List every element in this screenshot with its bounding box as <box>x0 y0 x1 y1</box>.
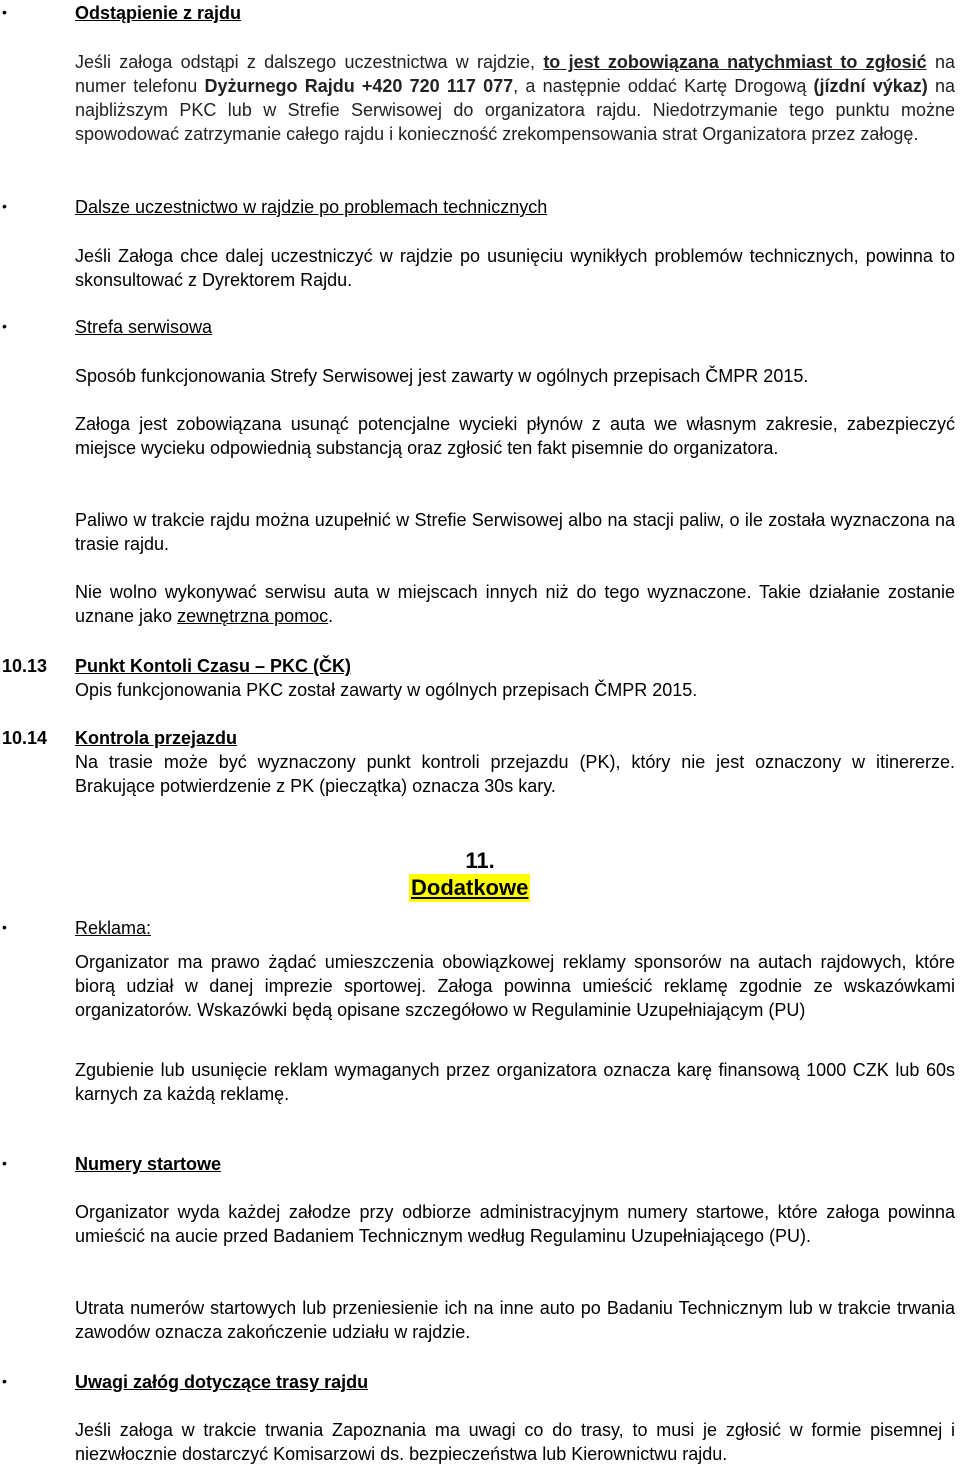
text: Jeśli załoga odstąpi z dalszego uczestnictwa w rajdzie, <box>75 52 544 72</box>
bullet-icon: • <box>2 318 7 334</box>
paragraph-dalsze: Jeśli Załoga chce dalej uczestniczyć w rajdzie po usunięciu wynikłych problemów technicznych, powinna to skonsultować z Dyrektorem Rajdu. <box>75 246 955 290</box>
heading-dalsze: Dalsze uczestnictwo w rajdzie po problemach technicznych <box>75 197 548 217</box>
bullet-icon: • <box>2 919 7 935</box>
text-underlined: zewnętrzna pomoc <box>177 606 329 626</box>
bullet-icon: • <box>2 1373 7 1389</box>
paragraph-reklama-1: Organizator ma prawo żądać umieszczenia obowiązkowej reklamy sponsorów na autach rajdowych, które biorą udział w danej imprezie sportowej. Załoga powinna umieścić reklamę zgodnie ze wskazówkami organizatorów. Wskazówki będą opisane szczegółowo w Regulaminie Uzupełniającym (PU) <box>75 952 955 1020</box>
bullet-icon: • <box>2 198 7 214</box>
text-emphasis: (jízdní výkaz) <box>813 76 928 96</box>
paragraph-strefa-4 <box>75 580 955 628</box>
heading-reklama: Reklama: <box>75 918 152 938</box>
heading-s1014: Kontrola przejazdu <box>75 728 238 748</box>
heading-s1013: Punkt Kontoli Czasu – PKC (ČK) <box>75 656 352 676</box>
paragraph-numery-1: Organizator wyda każdej załodze przy odbiorze administracyjnym numery startowe, które załoga powinna umieścić na aucie przed Badaniem Technicznym według Regulaminu Uzupełniającego (PU). <box>75 1202 955 1246</box>
paragraph-strefa-2: Załoga jest zobowiązana usunąć potencjalne wycieki płynów z auta we własnym zakresie, zabezpieczyć miejsce wycieku odpowiednią substancją oraz zgłosić ten fakt pisemnie do organizatora. <box>75 414 955 458</box>
text: na najbliższym PKC lub w Strefie Serwisowej do organizatora rajdu. Niedotrzymanie tego punktu możne spowodować zatrzymanie całego rajdu i konieczność zrekompensowania strat Organizatora przez załogę. <box>75 76 956 144</box>
heading-odstapienie: Odstąpienie z rajdu <box>75 3 242 23</box>
text: Nie wolno wykonywać serwisu auta w miejscach innych niż do tego wyznaczone. Takie działanie zostanie uznane jako <box>75 582 955 626</box>
phone-number: Dyżurnego Rajdu +420 720 117 077 <box>204 76 514 96</box>
paragraph-uwagi: Jeśli załoga w trakcie trwania Zapoznania ma uwagi co do trasy, to musi je zgłosić w formie pisemnej i niezwłocznie dostarczyć Komisarzowi ds. bezpieczeństwa lub Kierownictwu rajdu. <box>75 1420 955 1464</box>
text: . <box>328 606 334 626</box>
paragraph-odstapienie <box>75 50 955 146</box>
paragraph-s1013: Opis funkcjonowania PKC został zawarty w ogólnych przepisach ČMPR 2015. <box>75 680 698 700</box>
heading-uwagi: Uwagi załóg dotyczące trasy rajdu <box>75 1372 369 1392</box>
paragraph-strefa-1: Sposób funkcjonowania Strefy Serwisowej jest zawarty w ogólnych przepisach ČMPR 2015. <box>75 366 809 386</box>
paragraph-reklama-2: Zgubienie lub usunięcie reklam wymaganych przez organizatora oznacza karę finansową 1000 CZK lub 60s karnych za każdą reklamę. <box>75 1060 955 1104</box>
text-emphasis: to jest zobowiązana natychmiast to zgłosić <box>543 52 927 72</box>
chapter-title: Dodatkowe <box>411 875 529 900</box>
section-number: 10.13 <box>2 656 48 676</box>
paragraph-strefa-3: Paliwo w trakcie rajdu można uzupełnić w Strefie Serwisowej albo na stacji paliw, o ile została wyznaczona na trasie rajdu. <box>75 510 955 554</box>
bullet-icon: • <box>2 1155 7 1171</box>
chapter-number: 11. <box>465 848 495 873</box>
heading-strefa: Strefa serwisowa <box>75 317 213 337</box>
text: , a następnie oddać Kartę Drogową <box>513 76 814 96</box>
heading-numery: Numery startowe <box>75 1154 222 1174</box>
bullet-icon: • <box>2 4 7 20</box>
paragraph-s1014: Na trasie może być wyznaczony punkt kontroli przejazdu (PK), który nie jest oznaczony w itinererze. Brakujące potwierdzenie z PK (pieczątka) oznacza 30s kary. <box>75 752 955 796</box>
paragraph-numery-2: Utrata numerów startowych lub przeniesienie ich na inne auto po Badaniu Technicznym lub w trakcie trwania zawodów oznacza zakończenie udziału w rajdzie. <box>75 1298 955 1342</box>
text: na numer telefonu <box>75 52 955 96</box>
section-number: 10.14 <box>2 728 48 748</box>
